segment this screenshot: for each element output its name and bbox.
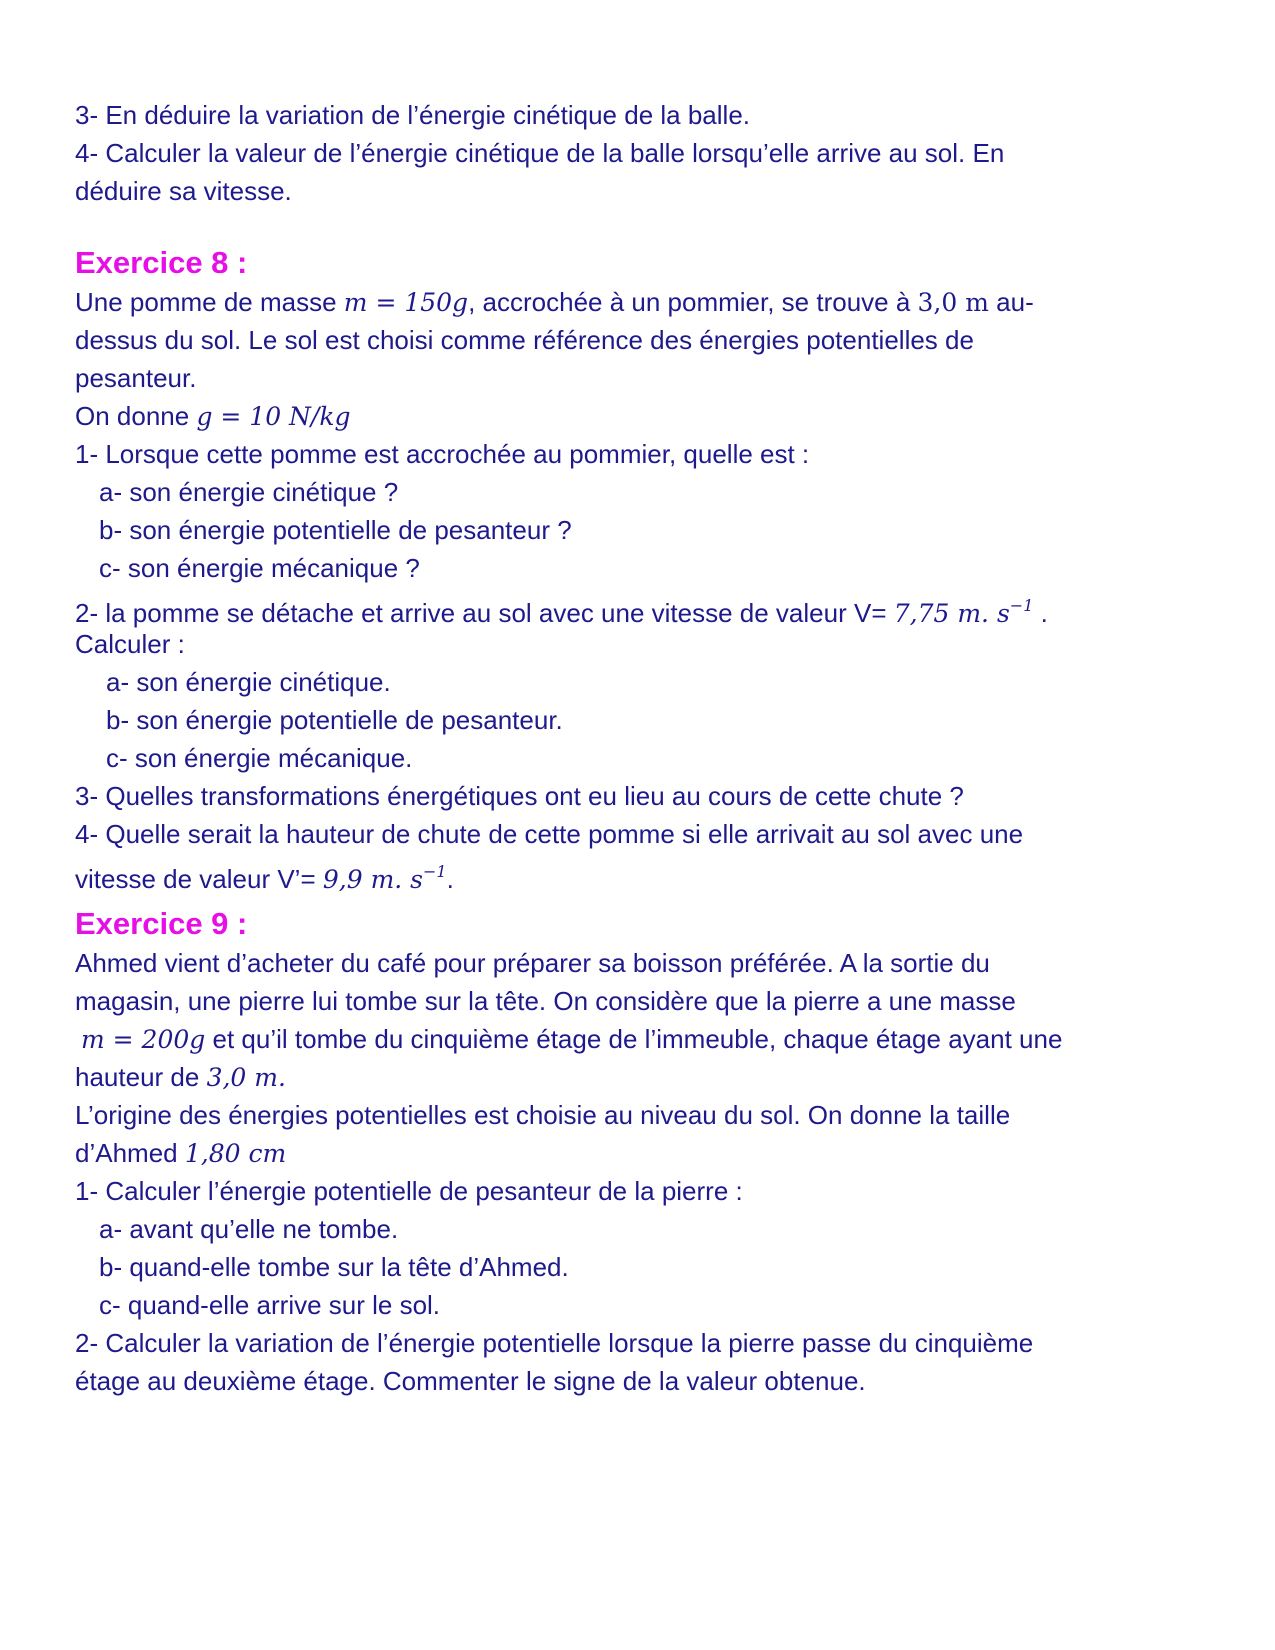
- ex9-question-2-line-2: étage au deuxième étage. Commenter le signe de la valeur obtenue.: [75, 1366, 866, 1396]
- ex8-question-4-line-1: 4- Quelle serait la hauteur de chute de cette pomme si elle arrivait au sol avec une: [75, 819, 1024, 849]
- ex9-statement-line-1: Ahmed vient d’acheter du café pour préparer sa boisson préférée. A la sortie du: [75, 948, 990, 978]
- ex9-statement-line-2: magasin, une pierre lui tombe sur la tête. On considère que la pierre a une masse: [75, 986, 1016, 1016]
- ex8-question-2: 2- la pomme se détache et arrive au sol avec une vitesse de valeur V= 7,75 m. $s^{-1}$ .: [75, 596, 1048, 628]
- question-4-line-2: déduire sa vitesse.: [75, 176, 292, 206]
- question-3: 3- En déduire la variation de l’énergie cinétique de la balle.: [75, 100, 750, 130]
- ex9-question-1: 1- Calculer l’énergie potentielle de pesanteur de la pierre :: [75, 1176, 743, 1206]
- ex8-question-1b: b- son énergie potentielle de pesanteur ?: [99, 515, 572, 545]
- ex9-question-1b: b- quand-elle tombe sur la tête d’Ahmed.: [99, 1252, 569, 1282]
- exercise-8: [75, 243, 1195, 894]
- ex8-question-2-calc: Calculer :: [75, 629, 185, 659]
- ex9-question-2-line-1: 2- Calculer la variation de l’énergie potentielle lorsque la pierre passe du cinquième: [75, 1328, 1034, 1358]
- exercise-9-title: Exercice 9 :: [75, 906, 248, 941]
- ex8-question-1a: a- son énergie cinétique ?: [99, 477, 399, 507]
- ex8-statement-line-1: Une pomme de masse m = 150g, accrochée à un pommier, se trouve à 3,0 m au-: [75, 287, 1034, 317]
- ex9-statement-line-3: m = 200g et qu’il tombe du cinquième étage de l’immeuble, chaque étage ayant une: [81, 1024, 1063, 1054]
- ex9-statement-line-5: L’origine des énergies potentielles est choisie au niveau du sol. On donne la taille: [75, 1100, 1011, 1130]
- ex8-given: On donne g = 10 N/kg: [75, 401, 351, 431]
- ex8-statement-line-2: dessus du sol. Le sol est choisi comme référence des énergies potentielles de: [75, 325, 974, 355]
- previous-exercise-end: [75, 96, 1195, 210]
- ex9-question-1c: c- quand-elle arrive sur le sol.: [99, 1290, 441, 1320]
- ex8-question-1: 1- Lorsque cette pomme est accrochée au pommier, quelle est :: [75, 439, 810, 469]
- ex9-question-1a: a- avant qu’elle ne tombe.: [99, 1214, 399, 1244]
- ex8-statement-line-3: pesanteur.: [75, 363, 197, 393]
- ex8-question-4-line-2: vitesse de valeur V’= 9,9 m. $s^{-1}$.: [75, 862, 454, 894]
- ex8-question-2c: c- son énergie mécanique.: [106, 743, 413, 773]
- ex8-question-1c: c- son énergie mécanique ?: [99, 553, 420, 583]
- exercise-9: [75, 904, 1195, 1400]
- question-4-line-1: 4- Calculer la valeur de l’énergie cinétique de la balle lorsqu’elle arrive au sol. En: [75, 138, 1005, 168]
- ex8-question-2b: b- son énergie potentielle de pesanteur.: [106, 705, 563, 735]
- ex8-question-3: 3- Quelles transformations énergétiques ont eu lieu au cours de cette chute ?: [75, 781, 964, 811]
- ex9-statement-line-6: d’Ahmed 1,80 cm: [75, 1138, 287, 1168]
- exercise-8-title: Exercice 8 :: [75, 245, 248, 280]
- ex8-question-2a: a- son énergie cinétique.: [106, 667, 391, 697]
- ex9-statement-line-4: hauteur de 3,0 m.: [75, 1062, 286, 1092]
